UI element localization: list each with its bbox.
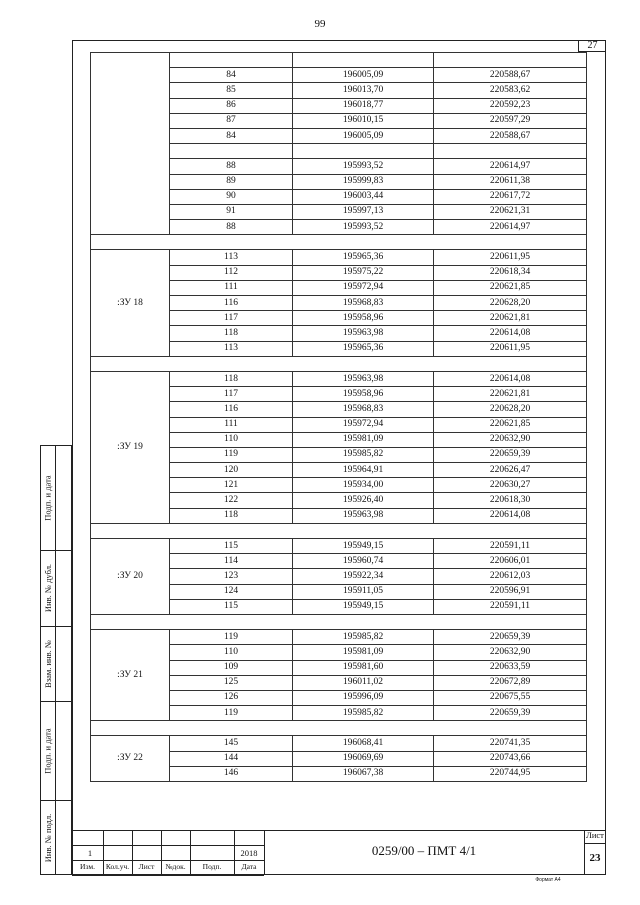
x-coordinate-cell: 195993,52 (293, 159, 434, 174)
y-coordinate-cell: 220626,47 (434, 463, 587, 478)
point-number-cell: 117 (170, 387, 293, 402)
y-coordinate-cell: 220611,38 (434, 174, 587, 189)
y-coordinate-cell: 220618,34 (434, 265, 587, 280)
title-block-header: Кол.уч. (105, 862, 130, 871)
parcel-label (91, 53, 170, 235)
y-coordinate-cell: 220621,85 (434, 280, 587, 295)
x-coordinate-cell: 195981,09 (293, 432, 434, 447)
x-coordinate-cell: 196013,70 (293, 83, 434, 98)
point-number-cell: 111 (170, 417, 293, 432)
separator-cell (91, 356, 587, 371)
x-coordinate-cell: 195949,15 (293, 599, 434, 614)
document-code: 0259/00 – ПМТ 4/1 (371, 843, 477, 858)
point-number-cell: 89 (170, 174, 293, 189)
x-coordinate-cell (293, 144, 434, 159)
group-separator-row (91, 614, 587, 629)
y-coordinate-cell: 220628,20 (434, 296, 587, 311)
table-row (91, 736, 587, 751)
x-coordinate-cell: 195999,83 (293, 174, 434, 189)
title-block-header: №док. (165, 862, 186, 871)
point-number-cell: 118 (170, 371, 293, 386)
title-block-header: Дата (241, 862, 257, 871)
point-number-cell: 88 (170, 220, 293, 235)
point-number-cell: 122 (170, 493, 293, 508)
parcel-label: :ЗУ 20 (91, 539, 170, 615)
grid-line (72, 875, 264, 876)
x-coordinate-cell: 195934,00 (293, 478, 434, 493)
x-coordinate-cell: 195964,91 (293, 463, 434, 478)
stamp-label: Подп. и дата (43, 474, 54, 521)
table-row (91, 630, 587, 645)
point-number-cell: 113 (170, 341, 293, 356)
y-coordinate-cell: 220617,72 (434, 189, 587, 204)
point-number-cell: 117 (170, 311, 293, 326)
y-coordinate-cell: 220588,67 (434, 68, 587, 83)
parcel-label: :ЗУ 18 (91, 250, 170, 356)
x-coordinate-cell: 195911,05 (293, 584, 434, 599)
point-number-cell: 113 (170, 250, 293, 265)
x-coordinate-cell: 195963,98 (293, 508, 434, 523)
y-coordinate-cell: 220588,67 (434, 128, 587, 143)
point-number-cell: 111 (170, 280, 293, 295)
y-coordinate-cell: 220621,85 (434, 417, 587, 432)
table-row (91, 250, 587, 265)
point-number-cell: 88 (170, 159, 293, 174)
parcel-label: :ЗУ 21 (91, 630, 170, 721)
y-coordinate-cell: 220614,97 (434, 220, 587, 235)
grid-line (72, 845, 264, 846)
x-coordinate-cell (293, 53, 434, 68)
y-coordinate-cell: 220591,11 (434, 599, 587, 614)
point-number-cell: 115 (170, 599, 293, 614)
point-number-cell: 124 (170, 584, 293, 599)
point-number-cell: 87 (170, 113, 293, 128)
separator-cell (91, 614, 587, 629)
parcel-label: :ЗУ 19 (91, 371, 170, 523)
doc-code-left-border (264, 830, 265, 875)
point-number-cell: 114 (170, 554, 293, 569)
y-coordinate-cell: 220596,91 (434, 584, 587, 599)
separator-cell (91, 523, 587, 538)
y-coordinate-cell (434, 144, 587, 159)
point-number-cell: 125 (170, 675, 293, 690)
table-row (91, 53, 587, 68)
x-coordinate-cell: 195963,98 (293, 371, 434, 386)
separator-cell (91, 235, 587, 250)
point-number-cell: 110 (170, 645, 293, 660)
x-coordinate-cell: 195981,60 (293, 660, 434, 675)
y-coordinate-cell: 220583,62 (434, 83, 587, 98)
title-block-header: Изм. (80, 862, 95, 871)
x-coordinate-cell: 195972,94 (293, 417, 434, 432)
x-coordinate-cell: 195968,83 (293, 402, 434, 417)
y-coordinate-cell: 220611,95 (434, 341, 587, 356)
sheet-label: Лист (586, 830, 604, 840)
x-coordinate-cell: 196069,69 (293, 751, 434, 766)
x-coordinate-cell: 195960,74 (293, 554, 434, 569)
page-number-top: 99 (314, 18, 326, 30)
point-number-cell: 145 (170, 736, 293, 751)
title-block-header: Лист (138, 862, 155, 871)
parcel-label: :ЗУ 22 (91, 736, 170, 782)
x-coordinate-cell: 195985,82 (293, 630, 434, 645)
point-number-cell: 118 (170, 508, 293, 523)
year: 2018 (240, 848, 258, 858)
x-coordinate-cell: 196010,15 (293, 113, 434, 128)
point-number-cell: 110 (170, 432, 293, 447)
y-coordinate-cell: 220659,39 (434, 630, 587, 645)
y-coordinate-cell (434, 53, 587, 68)
point-number-cell: 119 (170, 447, 293, 462)
x-coordinate-cell: 195993,52 (293, 220, 434, 235)
stamp-label: Инв. № дубл. (43, 563, 54, 613)
x-coordinate-cell: 195922,34 (293, 569, 434, 584)
point-number-cell: 115 (170, 539, 293, 554)
point-number-cell: 91 (170, 204, 293, 219)
point-number-cell: 84 (170, 128, 293, 143)
format-label: Формат А4 (535, 877, 561, 883)
point-number-cell: 146 (170, 766, 293, 781)
stamp-label: Подп. и дата (43, 727, 54, 774)
x-coordinate-cell: 195981,09 (293, 645, 434, 660)
group-separator-row (91, 721, 587, 736)
y-coordinate-cell: 220612,03 (434, 569, 587, 584)
y-coordinate-cell: 220628,20 (434, 402, 587, 417)
point-number-cell: 123 (170, 569, 293, 584)
x-coordinate-cell: 195985,82 (293, 706, 434, 721)
y-coordinate-cell: 220743,66 (434, 751, 587, 766)
point-number-cell: 86 (170, 98, 293, 113)
y-coordinate-cell: 220614,08 (434, 508, 587, 523)
point-number-cell: 109 (170, 660, 293, 675)
x-coordinate-cell: 195963,98 (293, 326, 434, 341)
y-coordinate-cell: 220675,55 (434, 690, 587, 705)
grid-line (72, 830, 264, 831)
x-coordinate-cell: 196005,09 (293, 128, 434, 143)
x-coordinate-cell: 196005,09 (293, 68, 434, 83)
x-coordinate-cell: 196018,77 (293, 98, 434, 113)
y-coordinate-cell: 220614,97 (434, 159, 587, 174)
point-number-cell (170, 144, 293, 159)
y-coordinate-cell: 220618,30 (434, 493, 587, 508)
change-number: 1 (87, 848, 93, 858)
y-coordinate-cell: 220621,81 (434, 387, 587, 402)
y-coordinate-cell: 220614,08 (434, 326, 587, 341)
point-number-cell: 119 (170, 630, 293, 645)
y-coordinate-cell: 220744,95 (434, 766, 587, 781)
y-coordinate-cell: 220591,11 (434, 539, 587, 554)
x-coordinate-cell: 195965,36 (293, 250, 434, 265)
y-coordinate-cell: 220621,81 (434, 311, 587, 326)
x-coordinate-cell: 196068,41 (293, 736, 434, 751)
y-coordinate-cell: 220614,08 (434, 371, 587, 386)
x-coordinate-cell: 196067,38 (293, 766, 434, 781)
y-coordinate-cell: 220633,59 (434, 660, 587, 675)
y-coordinate-cell: 220606,01 (434, 554, 587, 569)
coordinates-table (90, 52, 587, 782)
point-number-cell: 120 (170, 463, 293, 478)
sheet-divider (584, 843, 606, 844)
point-number-cell: 112 (170, 265, 293, 280)
table-row (91, 371, 587, 386)
grid-line (72, 860, 264, 861)
y-coordinate-cell: 220632,90 (434, 432, 587, 447)
title-block-header: Подп. (202, 862, 222, 871)
point-number-cell (170, 53, 293, 68)
stamp-label: Взам. инв. № (43, 639, 53, 688)
x-coordinate-cell: 195996,09 (293, 690, 434, 705)
x-coordinate-cell: 195985,82 (293, 447, 434, 462)
y-coordinate-cell: 220672,89 (434, 675, 587, 690)
point-number-cell: 84 (170, 68, 293, 83)
x-coordinate-cell: 195958,96 (293, 387, 434, 402)
y-coordinate-cell: 220659,39 (434, 706, 587, 721)
corner-sheet-number: 27 (578, 40, 606, 52)
point-number-cell: 116 (170, 296, 293, 311)
y-coordinate-cell: 220597,29 (434, 113, 587, 128)
y-coordinate-cell: 220741,35 (434, 736, 587, 751)
point-number-cell: 144 (170, 751, 293, 766)
x-coordinate-cell: 195965,36 (293, 341, 434, 356)
x-coordinate-cell: 195949,15 (293, 539, 434, 554)
x-coordinate-cell: 195975,22 (293, 265, 434, 280)
x-coordinate-cell: 195968,83 (293, 296, 434, 311)
group-separator-row (91, 523, 587, 538)
y-coordinate-cell: 220592,23 (434, 98, 587, 113)
x-coordinate-cell: 196011,02 (293, 675, 434, 690)
x-coordinate-cell: 195972,94 (293, 280, 434, 295)
stamp-label: Инв. № подл. (43, 813, 53, 862)
point-number-cell: 118 (170, 326, 293, 341)
point-number-cell: 116 (170, 402, 293, 417)
group-separator-row (91, 235, 587, 250)
y-coordinate-cell: 220630,27 (434, 478, 587, 493)
point-number-cell: 126 (170, 690, 293, 705)
y-coordinate-cell: 220659,39 (434, 447, 587, 462)
y-coordinate-cell: 220611,95 (434, 250, 587, 265)
point-number-cell: 90 (170, 189, 293, 204)
table-row (91, 539, 587, 554)
x-coordinate-cell: 195958,96 (293, 311, 434, 326)
x-coordinate-cell: 195926,40 (293, 493, 434, 508)
separator-cell (91, 721, 587, 736)
x-coordinate-cell: 195997,13 (293, 204, 434, 219)
sheet-number: 23 (589, 852, 601, 864)
point-number-cell: 85 (170, 83, 293, 98)
x-coordinate-cell: 196003,44 (293, 189, 434, 204)
y-coordinate-cell: 220621,31 (434, 204, 587, 219)
y-coordinate-cell: 220632,90 (434, 645, 587, 660)
group-separator-row (91, 356, 587, 371)
point-number-cell: 121 (170, 478, 293, 493)
point-number-cell: 119 (170, 706, 293, 721)
